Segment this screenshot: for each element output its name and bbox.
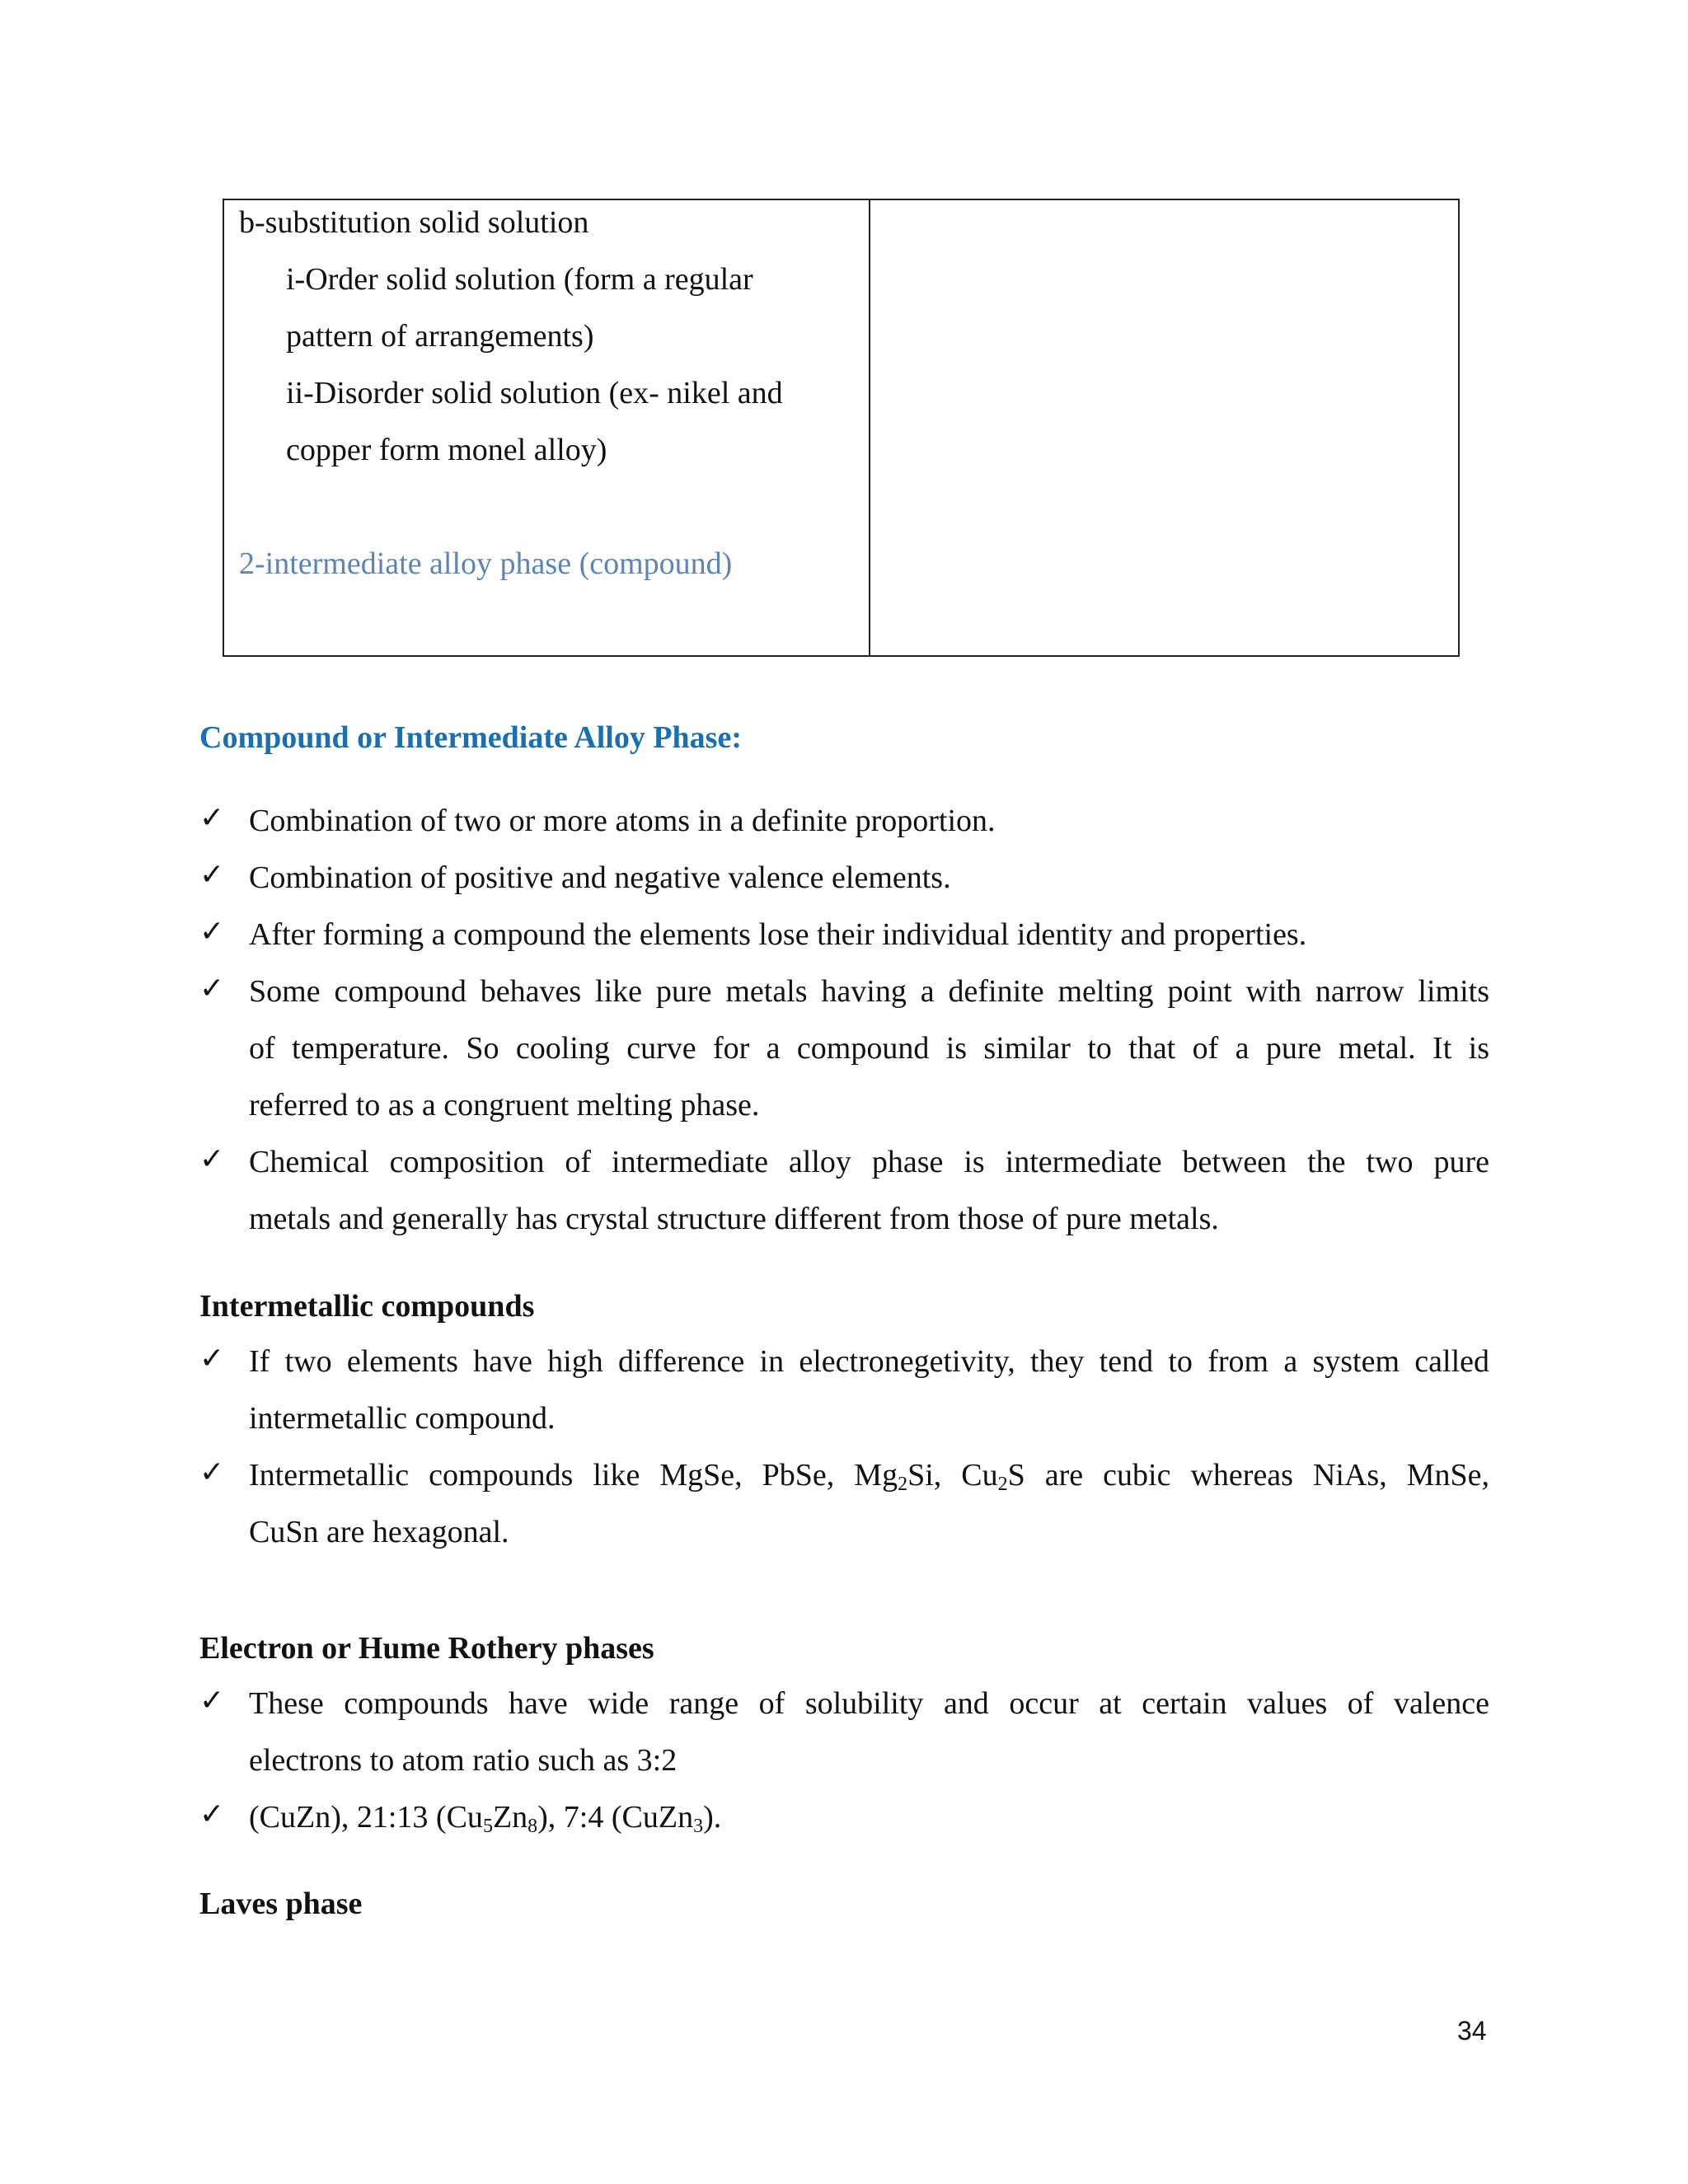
bullet-text-continued: CuSn are hexagonal.: [249, 1515, 509, 1549]
bullet-text-ratio: [249, 1800, 1489, 1837]
bullet-text-continued: metals and generally has crystal structure different from those of pure metals.: [249, 1202, 1219, 1236]
checkmark-icon: ✓: [199, 1342, 225, 1376]
ratio-part: ).: [703, 1800, 722, 1835]
checkmark-icon: ✓: [199, 915, 225, 949]
table-line: copper form monel alloy): [286, 433, 607, 467]
formula-part: Si, Cu: [907, 1458, 998, 1493]
bullet-text-formula: [249, 1458, 1490, 1495]
section-heading-laves: Laves phase: [199, 1886, 363, 1921]
bullet-text: After forming a compound the elements lose their individual identity and properties.: [249, 917, 1307, 952]
subscript: 2: [997, 1474, 1008, 1495]
subscript: 8: [528, 1816, 538, 1837]
table-line: b-substitution solid solution: [239, 205, 589, 240]
classification-table: [223, 199, 1460, 657]
table-line: ii-Disorder solid solution (ex- nikel and: [286, 376, 783, 410]
formula-part: S are cubic whereas NiAs, MnSe,: [1007, 1458, 1490, 1493]
table-right-cell: [870, 200, 1458, 655]
ratio-part: (CuZn), 21:13 (Cu: [249, 1800, 483, 1835]
subscript: 3: [693, 1816, 704, 1837]
bullet-text-continued: referred to as a congruent melting phase.: [249, 1088, 760, 1122]
checkmark-icon: ✓: [199, 858, 225, 892]
ratio-part: Zn: [492, 1800, 528, 1835]
checkmark-icon: ✓: [199, 1684, 225, 1718]
table-line: pattern of arrangements): [286, 319, 594, 354]
section-heading-hume-rothery: Electron or Hume Rothery phases: [199, 1631, 654, 1666]
checkmark-icon: ✓: [199, 801, 225, 835]
checkmark-icon: ✓: [199, 972, 225, 1005]
ratio-part: ), 7:4 (CuZn: [537, 1800, 694, 1835]
bullet-text: Some compound behaves like pure metals having a definite melting point with narrow limits: [249, 974, 1489, 1009]
bullet-text-continued: of temperature. So cooling curve for a compound is similar to that of a pure metal. It is: [249, 1031, 1489, 1066]
checkmark-icon: ✓: [199, 1797, 225, 1831]
table-left-cell: [224, 200, 870, 655]
checkmark-icon: ✓: [199, 1142, 225, 1176]
section-heading-intermetallic: Intermetallic compounds: [199, 1289, 535, 1324]
bullet-text: Combination of two or more atoms in a definite proportion.: [249, 804, 996, 838]
bullet-text: These compounds have wide range of solubility and occur at certain values of valence: [249, 1686, 1489, 1721]
subscript: 2: [898, 1474, 908, 1495]
table-line: i-Order solid solution (form a regular: [286, 262, 753, 297]
bullet-text-continued: intermetallic compound.: [249, 1401, 556, 1436]
bullet-text: If two elements have high difference in electronegetivity, they tend to from a system called: [249, 1344, 1489, 1379]
table-blue-line: 2-intermediate alloy phase (compound): [239, 546, 733, 581]
subscript: 5: [482, 1816, 493, 1837]
formula-part: Intermetallic compounds like MgSe, PbSe, Mg: [249, 1458, 898, 1493]
bullet-text: Chemical composition of intermediate alloy phase is intermediate between the two pure: [249, 1145, 1489, 1179]
page-number: 34: [1457, 2016, 1487, 2046]
bullet-text-continued: electrons to atom ratio such as 3:2: [249, 1743, 678, 1778]
section-heading-compound: Compound or Intermediate Alloy Phase:: [199, 720, 742, 755]
checkmark-icon: ✓: [199, 1455, 225, 1489]
bullet-text: Combination of positive and negative valence elements.: [249, 860, 951, 895]
